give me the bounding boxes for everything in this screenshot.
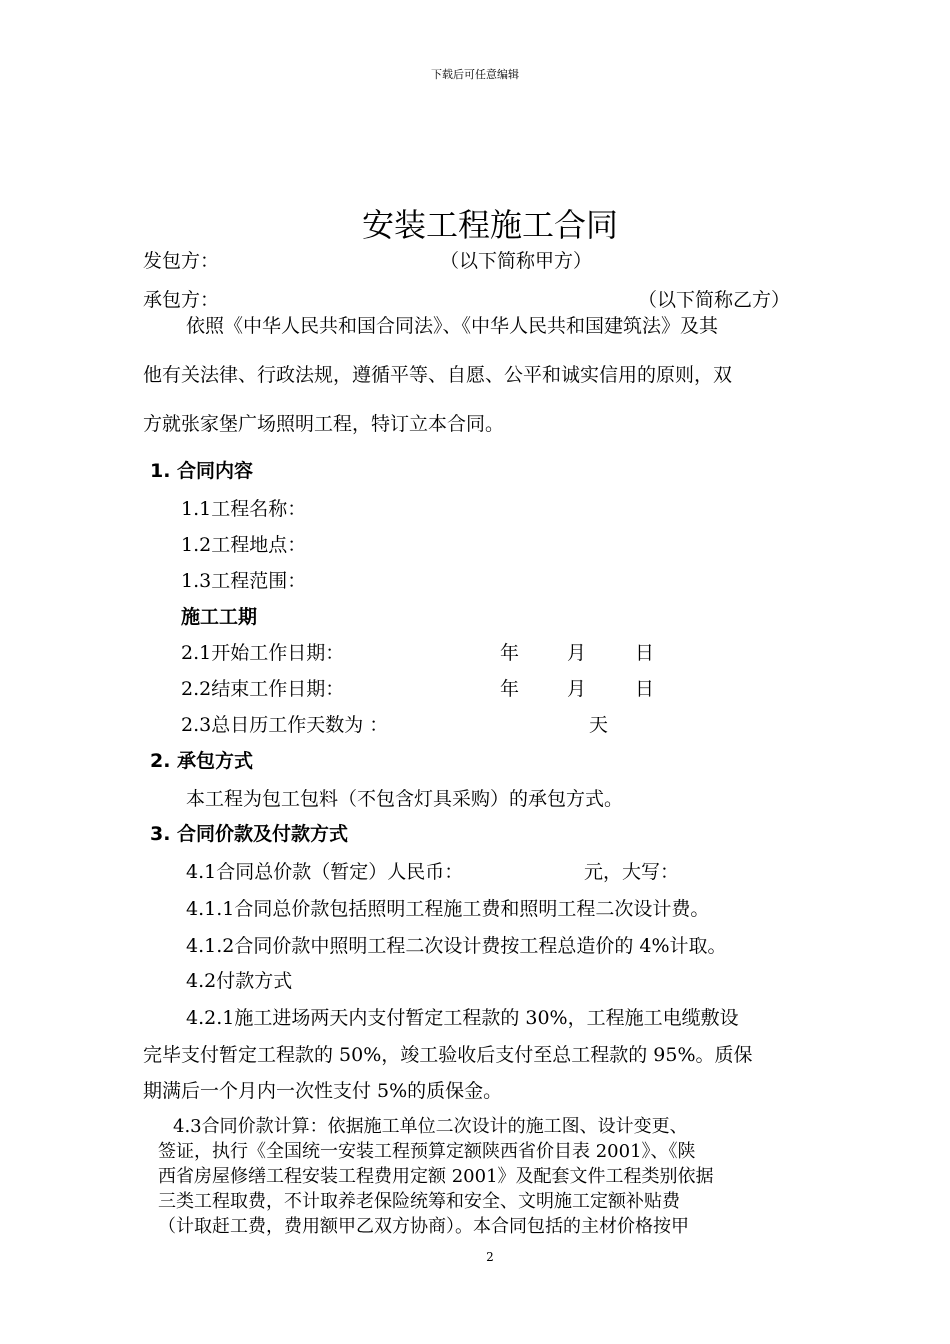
item-4-3-line-5: （计取赶工费，费用额甲乙双方协商）。本合同包括的主材价格按甲 [158, 1216, 689, 1237]
document-title: 安装工程施工合同 [361, 206, 618, 244]
end-day-label: 日 [635, 678, 655, 700]
item-1-3: 1.3工程范围： [181, 570, 307, 592]
section-2-heading: 2. 承包方式 [150, 750, 254, 772]
page-number: 2 [486, 1250, 494, 1264]
item-4-1-1: 4.1.1合同总价款包括照明工程施工费和照明工程二次设计费。 [186, 898, 710, 920]
item-4-1-2: 4.1.2合同价款中照明工程二次设计费按工程总造价的 4%计取。 [186, 935, 727, 957]
item-4-2-1-line-2: 完毕支付暂定工程款的 50%，竣工验收后支付至总工程款的 95%。质保 [143, 1044, 753, 1066]
section-1-heading: 1. 合同内容 [150, 460, 254, 482]
item-1-1: 1.1工程名称： [181, 498, 307, 520]
item-2-1: 2.1开始工作日期： [181, 642, 345, 664]
item-4-2-1-line-3: 期满后一个月内一次性支付 5%的质保金。 [143, 1080, 503, 1102]
employer-label: 发包方： [143, 250, 220, 272]
page-header-note: 下载后可任意编辑 [431, 68, 519, 81]
intro-line-2: 他有关法律、行政法规，遵循平等、自愿、公平和诚实信用的原则，双 [143, 364, 733, 386]
intro-line-3: 方就张家堡广场照明工程，特订立本合同。 [143, 413, 505, 435]
contractor-note: （以下简称乙方） [638, 289, 791, 311]
item-1-2: 1.2工程地点： [181, 534, 307, 556]
item-4-1-tail: 元，大写： [584, 861, 680, 883]
item-4-3-line-3: 西省房屋修缮工程安装工程费用定额 2001》及配套文件工程类别依据 [158, 1166, 714, 1187]
item-2-3: 2.3总日历工作天数为 ： [181, 714, 389, 736]
contractor-label: 承包方： [143, 289, 220, 311]
item-4-3-line-2: 签证，执行《全国统一安装工程预算定额陕西省价目表 2001》、《陕 [158, 1141, 696, 1162]
item-2-2: 2.2结束工作日期： [181, 678, 345, 700]
item-4-2: 4.2付款方式 [186, 970, 293, 992]
section-2-body: 本工程为包工包料（不包含灯具采购）的承包方式。 [186, 788, 624, 810]
end-year-label: 年 [500, 678, 520, 700]
start-year-label: 年 [500, 642, 520, 664]
end-month-label: 月 [567, 678, 587, 700]
item-4-2-1-line-1: 4.2.1施工进场两天内支付暂定工程款的 30%，工程施工电缆敷设 [186, 1007, 739, 1029]
employer-note: （以下简称甲方） [440, 250, 593, 272]
item-4-3-line-1: 4.3合同价款计算：依据施工单位二次设计的施工图、设计变更、 [173, 1116, 688, 1137]
days-unit: 天 [589, 714, 609, 736]
start-day-label: 日 [635, 642, 655, 664]
intro-line-1: 依照《中华人民共和国合同法》、《中华人民共和国建筑法》及其 [186, 315, 719, 337]
item-4-1: 4.1合同总价款（暂定）人民币： [186, 861, 464, 883]
schedule-heading: 施工工期 [181, 606, 258, 628]
item-4-3-line-4: 三类工程取费，不计取养老保险统筹和安全、文明施工定额补贴费 [158, 1191, 680, 1212]
section-3-heading: 3. 合同价款及付款方式 [150, 823, 349, 845]
start-month-label: 月 [567, 642, 587, 664]
